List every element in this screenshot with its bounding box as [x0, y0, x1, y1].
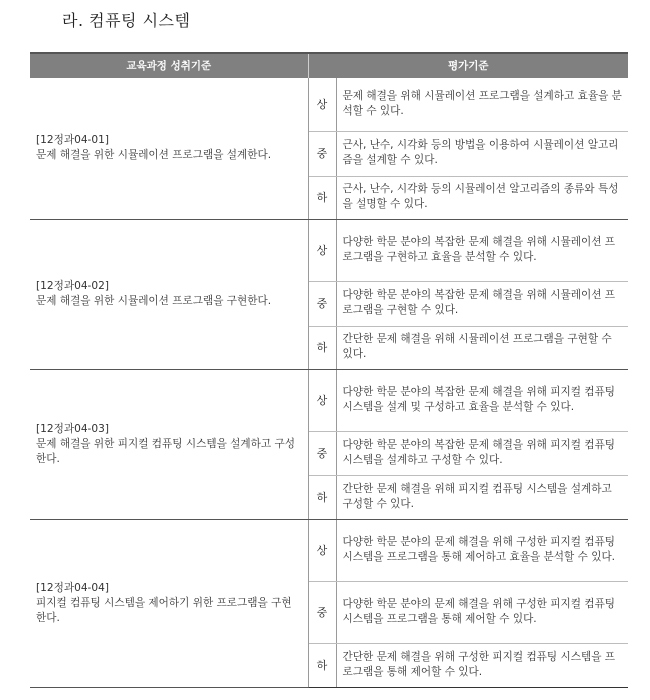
level-label: 하	[308, 643, 336, 687]
standard-cell	[30, 78, 308, 219]
table-row	[30, 78, 628, 131]
standard-code: [12정과04-04]	[36, 581, 109, 594]
level-label: 중	[308, 281, 336, 326]
table-row	[30, 369, 628, 431]
table-header-row	[30, 53, 628, 78]
section-title: 라. 컴퓨팅 시스템	[62, 11, 191, 30]
level-label: 중	[308, 131, 336, 176]
standard-text: 문제 해결을 위한 피지컬 컴퓨팅 시스템을 설계하고 구성한다.	[36, 437, 295, 465]
standard-cell	[30, 519, 308, 687]
standard-cell	[30, 219, 308, 369]
level-label: 상	[308, 78, 336, 131]
criteria-desc: 다양한 학문 분야의 복잡한 문제 해결을 위해 시뮬레이션 프로그램을 구현할 수 있다.	[336, 281, 628, 326]
level-label: 상	[308, 369, 336, 431]
header-criteria: 평가기준	[308, 53, 628, 78]
criteria-desc: 다양한 학문 분야의 문제 해결을 위해 구성한 피지컬 컴퓨팅 시스템을 프로그램을 통해 제어하고 효율을 분석할 수 있다.	[336, 519, 628, 581]
criteria-desc: 근사, 난수, 시각화 등의 방법을 이용하여 시뮬레이션 알고리즘을 설계할 수 있다.	[336, 131, 628, 176]
standard-code: [12정과04-01]	[36, 134, 109, 147]
table-row	[30, 519, 628, 581]
criteria-desc: 문제 해결을 위해 시뮬레이션 프로그램을 설계하고 효율을 분석할 수 있다.	[336, 78, 628, 131]
standard-code: [12정과04-03]	[36, 422, 109, 435]
level-label: 하	[308, 475, 336, 519]
level-label: 중	[308, 431, 336, 475]
criteria-desc: 다양한 학문 분야의 복잡한 문제 해결을 위해 피지컬 컴퓨팅 시스템을 설계 및 구성하고 효율을 분석할 수 있다.	[336, 369, 628, 431]
header-standard: 교육과정 성취기준	[30, 53, 308, 78]
level-label: 중	[308, 581, 336, 643]
standard-cell	[30, 369, 308, 519]
criteria-desc: 다양한 학문 분야의 복잡한 문제 해결을 위해 피지컬 컴퓨팅 시스템을 설계하고 구성할 수 있다.	[336, 431, 628, 475]
criteria-desc: 다양한 학문 분야의 복잡한 문제 해결을 위해 시뮬레이션 프로그램을 구현하고 효율을 분석할 수 있다.	[336, 219, 628, 281]
level-label: 하	[308, 176, 336, 219]
standard-text: 문제 해결을 위한 시뮬레이션 프로그램을 구현한다.	[36, 295, 272, 307]
criteria-desc: 근사, 난수, 시각화 등의 시뮬레이션 알고리즘의 종류와 특성을 설명할 수 있다.	[336, 176, 628, 219]
standard-code: [12정과04-02]	[36, 280, 109, 292]
achievement-standards-table	[30, 52, 628, 688]
criteria-desc: 간단한 문제 해결을 위해 구성한 피지컬 컴퓨팅 시스템을 프로그램을 통해 제어할 수 있다.	[336, 643, 628, 687]
level-label: 하	[308, 326, 336, 369]
criteria-desc: 간단한 문제 해결을 위해 피지컬 컴퓨팅 시스템을 설계하고 구성할 수 있다.	[336, 475, 628, 519]
standard-text: 문제 해결을 위한 시뮬레이션 프로그램을 설계한다.	[36, 149, 272, 162]
standard-text: 피지컬 컴퓨팅 시스템을 제어하기 위한 프로그램을 구현한다.	[36, 596, 292, 624]
criteria-desc: 간단한 문제 해결을 위해 시뮬레이션 프로그램을 구현할 수 있다.	[336, 326, 628, 369]
table-row	[30, 219, 628, 281]
criteria-desc: 다양한 학문 분야의 문제 해결을 위해 구성한 피지컬 컴퓨팅 시스템을 프로그램을 통해 제어할 수 있다.	[336, 581, 628, 643]
level-label: 상	[308, 219, 336, 281]
level-label: 상	[308, 519, 336, 581]
